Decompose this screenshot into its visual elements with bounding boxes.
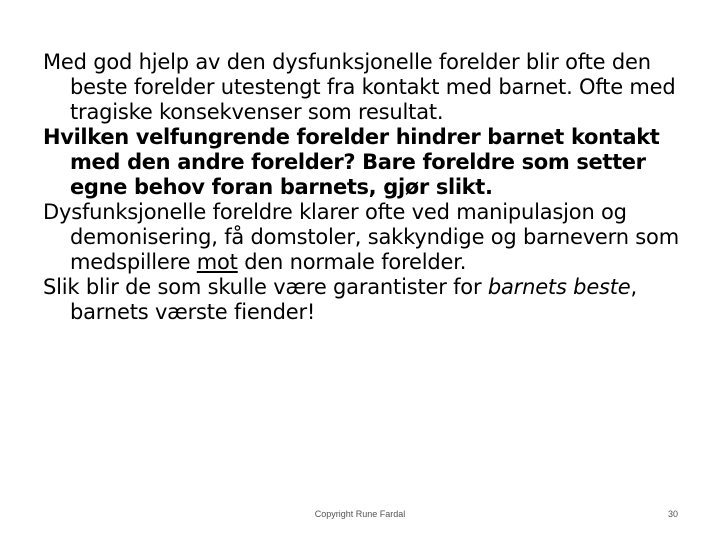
paragraph-3-text-end: den normale forelder.: [237, 250, 467, 274]
paragraph-4-text-start: Slik blir de som skulle være garantister for: [43, 275, 488, 299]
paragraph-3-underlined-word: mot: [196, 250, 238, 274]
paragraph-4-italic-phrase: barnets beste: [487, 275, 631, 299]
paragraph-3-text-start: Dysfunksjonelle foreldre klarer ofte ved manipulasjon og demonisering, få domstoler, sakkyndige og barnevern som medspillere: [43, 200, 679, 274]
paragraph-1: [43, 50, 683, 125]
footer-copyright: Copyright Rune Fardal: [314, 509, 406, 519]
paragraph-1-text: Med god hjelp av den dysfunksjonelle forelder blir ofte den beste forelder utestengt fra kontakt med barnet. Ofte med tragiske konsekvenser som resultat.: [43, 50, 676, 124]
paragraph-3: [43, 200, 683, 275]
paragraph-2-text: Hvilken velfungrende forelder hindrer barnet kontakt med den andre forelder? Bare foreldre som setter egne behov foran barnets, gjør slikt.: [43, 125, 660, 199]
footer-page-number: 30: [667, 509, 678, 519]
paragraph-4-text-end: , barnets værste fiender!: [70, 275, 638, 324]
slide-body: [43, 50, 683, 325]
paragraph-2-bold: [43, 125, 683, 200]
paragraph-4: [43, 275, 683, 325]
